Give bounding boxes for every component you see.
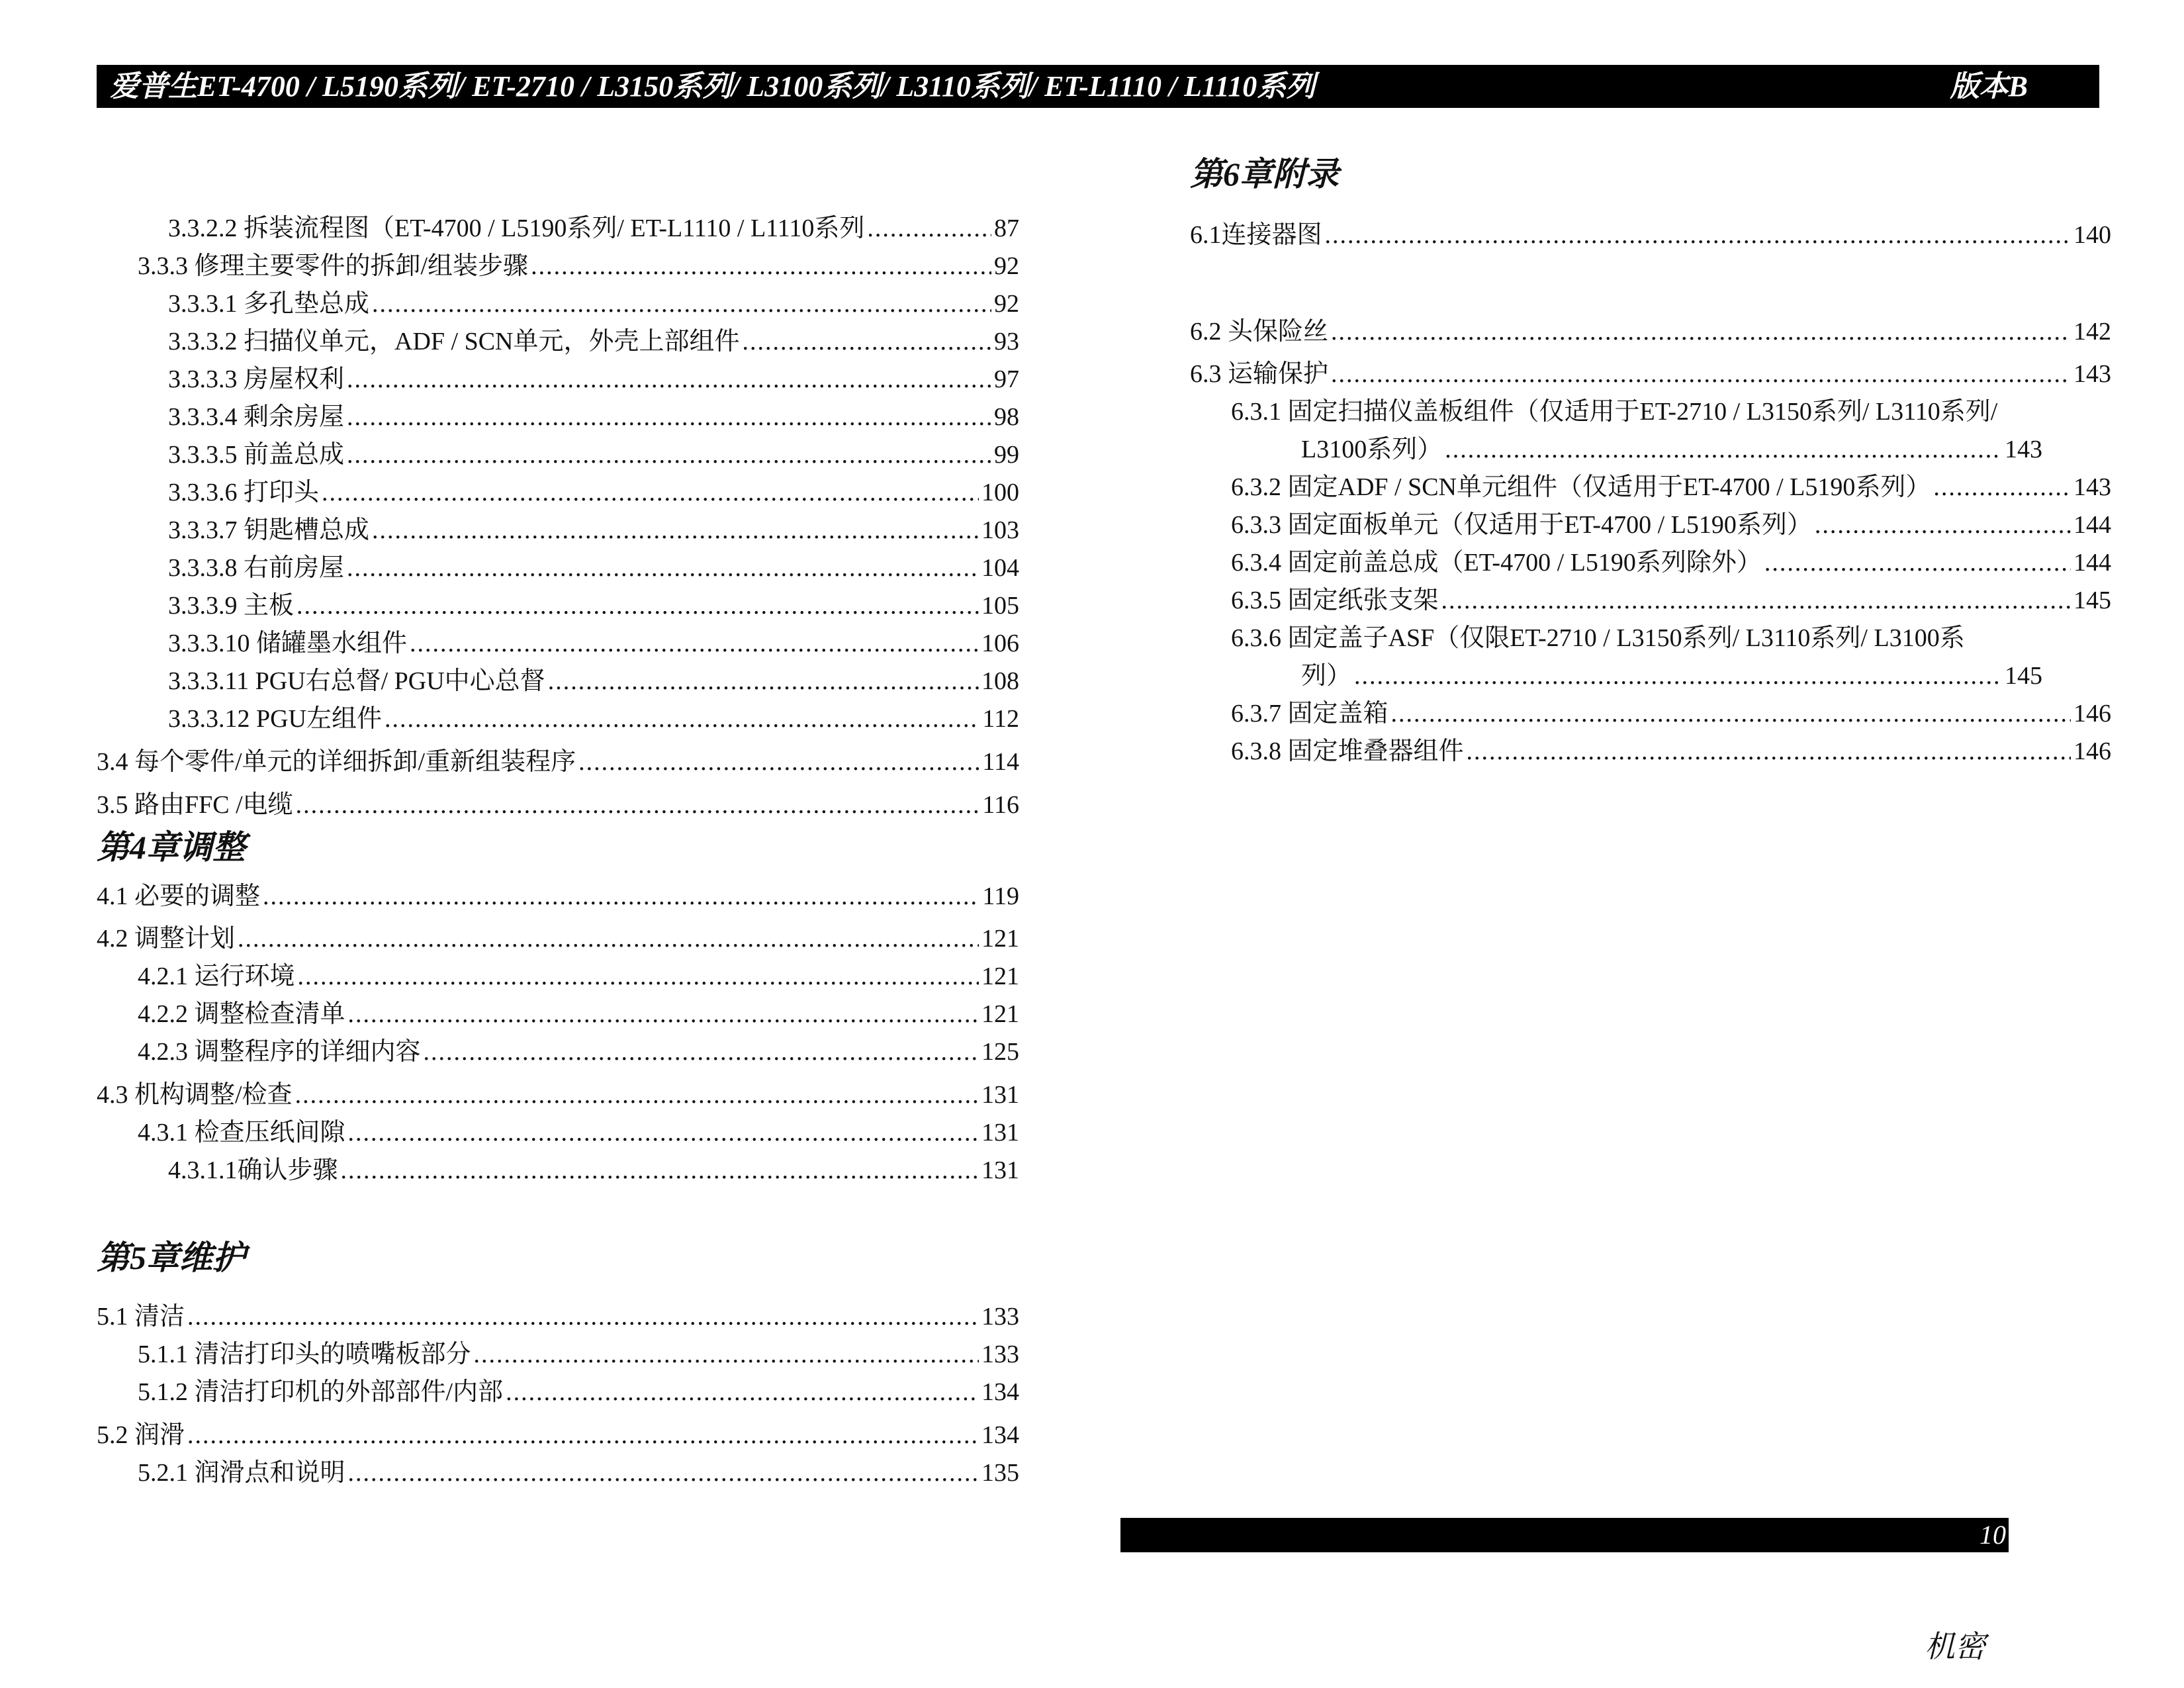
toc-entry-label: 3.3.3.7 钥匙槽总成: [168, 516, 370, 544]
toc-leader-dots: [578, 745, 979, 778]
toc-entry-page: 134: [981, 1378, 1019, 1406]
toc-entry[interactable]: [168, 438, 1019, 471]
toc-entry[interactable]: [138, 1376, 1019, 1409]
toc-entry-page: 100: [981, 479, 1019, 506]
toc-leader-dots: [187, 1419, 979, 1452]
toc-entry[interactable]: [138, 1116, 1019, 1149]
toc-entry[interactable]: [97, 880, 1019, 913]
toc-leader-dots: [531, 250, 991, 283]
toc-entry-page: 92: [994, 252, 1019, 280]
toc-leader-dots: [1815, 508, 2071, 541]
revision-label: 版本B: [1950, 70, 2028, 103]
toc-leader-dots: [341, 1154, 979, 1187]
toc-entry-label: 3.5 路由FFC /电缆: [97, 791, 293, 819]
toc-entry[interactable]: [97, 1419, 1019, 1452]
toc-entry-page: 143: [2073, 473, 2111, 501]
toc-entry-page: 146: [2073, 737, 2111, 765]
toc-entry-page: 92: [994, 290, 1019, 318]
toc-entry-page: 121: [981, 962, 1019, 990]
toc-leader-dots: [347, 363, 991, 396]
toc-leader-dots: [296, 589, 979, 622]
toc-leader-dots: [1764, 546, 2071, 579]
toc-entry-label: 6.3.5 固定纸张支架: [1231, 586, 1439, 614]
toc-entry[interactable]: [168, 702, 1019, 735]
toc-leader-dots: [548, 665, 979, 698]
toc-entry-label: 6.3.4 固定前盖总成（ET-4700 / L5190系列除外）: [1231, 549, 1762, 577]
toc-entry-label: 3.3.2.2 拆装流程图（ET-4700 / L5190系列/ ET-L1110 / L1110系列: [168, 214, 865, 242]
toc-entry-label: 3.3.3.3 房屋权利: [168, 365, 345, 393]
toc-entry-page: 144: [2073, 511, 2111, 539]
document-title: 爱普生ET-4700 / L5190系列/ ET-2710 / L3150系列/ L3100系列/ L3110系列/ ET-L1110 / L1110系列: [110, 70, 1316, 103]
toc-entry-label: 5.1 清洁: [97, 1303, 185, 1331]
toc-entry-page: 133: [981, 1340, 1019, 1368]
toc-leader-dots: [1325, 218, 2071, 252]
toc-leader-dots: [743, 325, 992, 358]
toc-leader-dots: [263, 880, 979, 913]
toc-leader-dots: [1391, 697, 2071, 730]
toc-leader-dots: [348, 998, 979, 1031]
toc-leader-dots: [474, 1338, 979, 1371]
toc-entry[interactable]: [1231, 584, 2111, 617]
toc-entry-label: 4.3.1.1确认步骤: [168, 1156, 338, 1184]
toc-entry[interactable]: [1231, 546, 2111, 579]
toc-entry-page: 98: [994, 403, 1019, 431]
toc-entry-label: 列）: [1301, 662, 1352, 690]
toc-entry-label: 6.3.8 固定堆叠器组件: [1231, 737, 1464, 765]
toc-entry-label: 3.3.3.12 PGU左组件: [168, 705, 383, 733]
toc-entry[interactable]: [1301, 659, 2042, 692]
toc-entry[interactable]: [138, 250, 1019, 283]
toc-entry-label[interactable]: 6.3.1 固定扫描仪盖板组件（仅适用于ET-2710 / L3150系列/ L3110系列/: [1231, 398, 1998, 426]
toc-entry[interactable]: [138, 1338, 1019, 1371]
toc-entry-label: 6.3.2 固定ADF / SCN单元组件（仅适用于ET-4700 / L5190系列）: [1231, 473, 1931, 501]
toc-entry-page: 93: [994, 328, 1019, 355]
toc-entry[interactable]: [168, 287, 1019, 320]
toc-entry[interactable]: [1231, 508, 2111, 541]
toc-entry-label: 3.3.3.1 多孔垫总成: [168, 290, 370, 318]
toc-entry[interactable]: [1190, 218, 2111, 252]
footer-bar: [1120, 1518, 2009, 1552]
toc-entry-label: 3.3.3.10 储罐墨水组件: [168, 630, 408, 657]
toc-entry-label: 6.3.7 固定盖箱: [1231, 700, 1388, 727]
toc-leader-dots: [348, 1116, 979, 1149]
toc-entry-label: 3.3.3.8 右前房屋: [168, 554, 345, 582]
toc-entry-label: 3.4 每个零件/单元的详细拆卸/重新组装程序: [97, 748, 576, 776]
toc-entry-label: 4.3 机构调整/检查: [97, 1081, 293, 1109]
toc-entry-page: 140: [2073, 221, 2111, 249]
toc-entry[interactable]: [168, 627, 1019, 660]
toc-entry[interactable]: [168, 551, 1019, 585]
toc-entry[interactable]: [138, 960, 1019, 993]
toc-entry-label: 3.3.3.6 打印头: [168, 479, 320, 506]
toc-leader-dots: [348, 1456, 979, 1489]
toc-entry[interactable]: [1301, 433, 2042, 466]
toc-leader-dots: [506, 1376, 979, 1409]
toc-entry[interactable]: [138, 998, 1019, 1031]
toc-entry[interactable]: [97, 745, 1019, 778]
toc-entry[interactable]: [1190, 357, 2111, 391]
toc-entry[interactable]: [1231, 471, 2111, 504]
chapter-4-heading: 第4章调整: [97, 829, 246, 866]
toc-entry-page: 144: [2073, 549, 2111, 577]
toc-leader-dots: [347, 400, 991, 434]
toc-entry-page: 134: [981, 1421, 1019, 1449]
toc-entry-page: 105: [981, 592, 1019, 620]
confidential-label: 机密: [1925, 1630, 1985, 1664]
toc-entry-page: 104: [981, 554, 1019, 582]
toc-leader-dots: [1331, 315, 2071, 348]
toc-entry-page: 142: [2073, 318, 2111, 346]
toc-entry-label: 5.1.1 清洁打印头的喷嘴板部分: [138, 1340, 471, 1368]
toc-entry-label: 3.3.3.2 扫描仪单元，ADF / SCN单元，外壳上部组件: [168, 328, 740, 355]
toc-entry-page: 119: [982, 882, 1019, 910]
toc-entry-label: 6.3.3 固定面板单元（仅适用于ET-4700 / L5190系列）: [1231, 511, 1812, 539]
toc-entry[interactable]: [168, 1154, 1019, 1187]
toc-entry-label: 3.3.3 修理主要零件的拆卸/组装步骤: [138, 252, 529, 280]
toc-leader-dots: [296, 788, 980, 821]
toc-entry[interactable]: [97, 1300, 1019, 1333]
toc-entry-page: 121: [981, 1000, 1019, 1028]
toc-leader-dots: [385, 702, 979, 735]
toc-entry-label: 4.2.3 调整程序的详细内容: [138, 1038, 421, 1066]
toc-entry[interactable]: [97, 1078, 1019, 1111]
toc-entry-label: 6.3 运输保护: [1190, 360, 1329, 388]
toc-entry-label: 5.2.1 润滑点和说明: [138, 1459, 345, 1487]
page-number: 10: [1979, 1520, 2006, 1550]
toc-leader-dots: [1933, 471, 2071, 504]
toc-entry[interactable]: [1190, 315, 2111, 348]
toc-leader-dots: [238, 922, 979, 955]
toc-entry-page: 121: [981, 925, 1019, 953]
toc-entry-page: 125: [981, 1038, 1019, 1066]
toc-entry-page: 103: [981, 516, 1019, 544]
toc-entry-page: 133: [981, 1303, 1019, 1331]
toc-entry-page: 145: [2005, 662, 2042, 690]
toc-entry[interactable]: [138, 1035, 1019, 1068]
toc-entry-label: 4.2.1 运行环境: [138, 962, 295, 990]
toc-leader-dots: [1354, 659, 2002, 692]
toc-entry[interactable]: [97, 922, 1019, 955]
toc-entry[interactable]: [168, 363, 1019, 396]
toc-leader-dots: [298, 960, 979, 993]
toc-entry-page: 106: [981, 630, 1019, 657]
toc-entry-page: 131: [981, 1156, 1019, 1184]
toc-entry-page: 143: [2073, 360, 2111, 388]
toc-leader-dots: [1331, 357, 2071, 391]
toc-leader-dots: [410, 627, 979, 660]
chapter-5-heading: 第5章维护: [97, 1239, 246, 1276]
toc-entry-page: 131: [981, 1081, 1019, 1109]
toc-entry[interactable]: [168, 400, 1019, 434]
toc-entry[interactable]: [168, 212, 1019, 245]
toc-entry-page: 143: [2005, 436, 2042, 463]
toc-entry-label: 4.2.2 调整检查清单: [138, 1000, 345, 1028]
toc-leader-dots: [867, 212, 991, 245]
toc-entry-label: 4.2 调整计划: [97, 925, 236, 953]
toc-entry[interactable]: [138, 1456, 1019, 1489]
toc-entry-page: 112: [982, 705, 1019, 733]
toc-leader-dots: [347, 551, 979, 585]
toc-leader-dots: [372, 514, 979, 547]
toc-entry-label: 4.1 必要的调整: [97, 882, 261, 910]
toc-entry-page: 87: [994, 214, 1019, 242]
toc-entry-page: 131: [981, 1119, 1019, 1147]
toc-leader-dots: [1441, 584, 2071, 617]
toc-entry-page: 97: [994, 365, 1019, 393]
toc-entry[interactable]: [168, 514, 1019, 547]
toc-entry[interactable]: [168, 665, 1019, 698]
toc-entry[interactable]: [168, 325, 1019, 358]
toc-entry-page: 146: [2073, 700, 2111, 727]
toc-entry-label: 5.1.2 清洁打印机的外部部件/内部: [138, 1378, 504, 1406]
toc-entry[interactable]: [1231, 735, 2111, 768]
toc-entry-page: 108: [981, 667, 1019, 695]
chapter-6-heading: 第6章附录: [1190, 156, 1339, 193]
toc-entry-label: 3.3.3.11 PGU右总督/ PGU中心总督: [168, 667, 545, 695]
toc-entry-label: 6.2 头保险丝: [1190, 318, 1329, 346]
toc-entry-label: 3.3.3.9 主板: [168, 592, 295, 620]
toc-entry-label: 5.2 润滑: [97, 1421, 185, 1449]
toc-entry[interactable]: [168, 589, 1019, 622]
toc-leader-dots: [1467, 735, 2071, 768]
toc-entry-page: 135: [981, 1459, 1019, 1487]
toc-entry-label: 6.1连接器图: [1190, 221, 1322, 249]
toc-leader-dots: [372, 287, 991, 320]
toc-entry-label: 3.3.3.5 前盖总成: [168, 441, 345, 469]
toc-leader-dots: [1445, 433, 2002, 466]
toc-leader-dots: [322, 476, 979, 509]
toc-entry-label: L3100系列）: [1301, 436, 1443, 463]
toc-entry-label: 3.3.3.4 剩余房屋: [168, 403, 345, 431]
toc-entry[interactable]: [168, 476, 1019, 509]
toc-entry-page: 114: [982, 748, 1019, 776]
toc-entry-page: 145: [2073, 586, 2111, 614]
toc-leader-dots: [347, 438, 991, 471]
toc-leader-dots: [187, 1300, 979, 1333]
toc-entry[interactable]: [97, 788, 1019, 821]
toc-entry-label[interactable]: 6.3.6 固定盖子ASF（仅限ET-2710 / L3150系列/ L3110系列/ L3100系: [1231, 624, 1965, 652]
toc-entry-label: 4.3.1 检查压纸间隙: [138, 1119, 345, 1147]
toc-leader-dots: [295, 1078, 979, 1111]
toc-entry-page: 99: [994, 441, 1019, 469]
toc-leader-dots: [424, 1035, 979, 1068]
toc-entry-page: 116: [982, 791, 1019, 819]
header-bar: [97, 65, 2099, 108]
toc-entry[interactable]: [1231, 697, 2111, 730]
